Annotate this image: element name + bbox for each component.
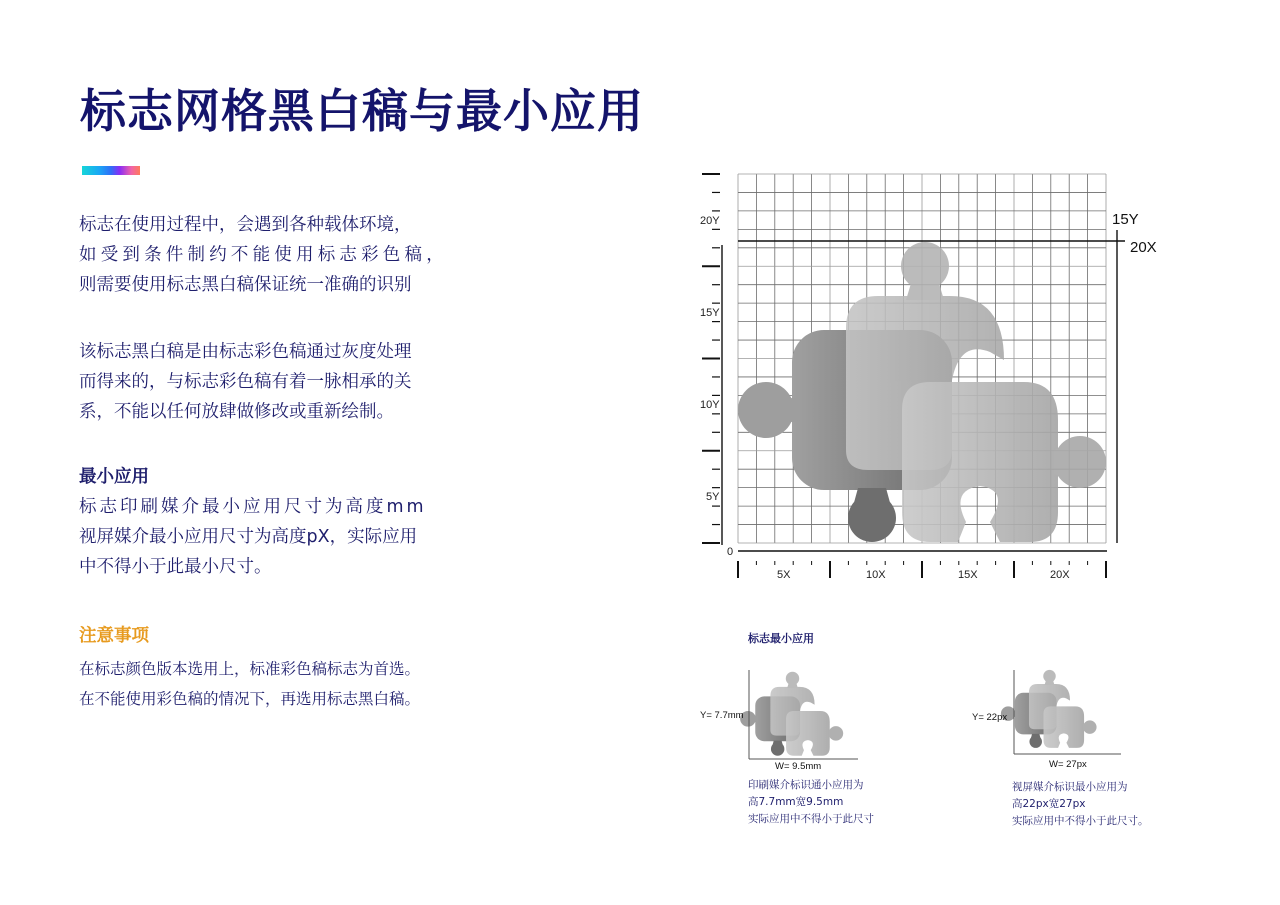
notes-paragraph	[79, 654, 420, 714]
notes-heading: 注意事项	[79, 626, 149, 646]
print-min-caption	[748, 777, 874, 828]
x-label: 5X	[777, 569, 791, 581]
page-title: 标志网格黑白稿与最小应用	[80, 84, 644, 138]
x-label: 20X	[1050, 569, 1070, 581]
intro-line: 则需要使用标志黑白稿保证统一准确的识别	[79, 275, 412, 295]
caption-line: 高22px宽27px	[1012, 798, 1086, 810]
min-usage-paragraph	[79, 492, 427, 582]
min-usage-line: 中不得小于此最小尺寸。	[79, 557, 272, 577]
notes-line: 在不能使用彩色稿的情况下，再选用标志黑白稿。	[79, 690, 421, 708]
screen-height-label: Y= 22px	[972, 712, 1008, 723]
print-width-label: W= 9.5mm	[775, 761, 822, 772]
caption-line: 高7.7mm宽9.5mm	[748, 796, 844, 808]
min-usage-heading: 最小应用	[79, 467, 149, 487]
y-label: 20Y	[700, 215, 720, 227]
caption-line: 视屏媒介标识最小应用为	[1012, 781, 1128, 793]
min-usage-line: 标志印刷媒介最小应用尺寸为高度mm	[79, 497, 427, 517]
right-label-height: 15Y	[1112, 211, 1139, 228]
accent-gradient-bar	[82, 166, 140, 175]
grayscale-line: 系，不能以任何放肆做修改或重新绘制。	[79, 402, 394, 422]
caption-line: 印刷媒介标识通小应用为	[748, 779, 864, 791]
min-application-title: 标志最小应用	[748, 632, 814, 645]
origin-label: 0	[727, 546, 734, 558]
caption-line: 实际应用中不得小于此尺寸。	[1012, 815, 1149, 827]
right-label-width: 20X	[1130, 239, 1157, 256]
notes-line: 在标志颜色版本选用上，标准彩色稿标志为首选。	[79, 660, 421, 678]
y-label: 10Y	[700, 399, 720, 411]
grayscale-line: 该标志黑白稿是由标志彩色稿通过灰度处理	[79, 342, 412, 362]
x-label: 10X	[866, 569, 886, 581]
intro-line: 如受到条件制约不能使用标志彩色稿，	[79, 245, 448, 265]
screen-width-label: W= 27px	[1049, 759, 1087, 770]
intro-line: 标志在使用过程中，会遇到各种载体环境，	[79, 215, 412, 235]
screen-min-caption	[1012, 779, 1149, 830]
screen-min-figure	[965, 665, 1135, 775]
logo-grid-figure	[690, 160, 1170, 590]
min-usage-line: 视屏媒介最小应用尺寸为高度pX，实际应用	[79, 527, 418, 547]
x-label: 15X	[958, 569, 978, 581]
print-height-label: Y= 7.7mm	[700, 710, 744, 721]
intro-paragraph	[79, 210, 448, 300]
y-label: 5Y	[706, 491, 720, 503]
y-label: 15Y	[700, 307, 720, 319]
grayscale-paragraph	[79, 337, 412, 427]
caption-line: 实际应用中不得小于此尺寸	[748, 813, 874, 825]
grayscale-line: 而得来的，与标志彩色稿有着一脉相承的关	[79, 372, 412, 392]
print-min-figure	[695, 665, 865, 775]
